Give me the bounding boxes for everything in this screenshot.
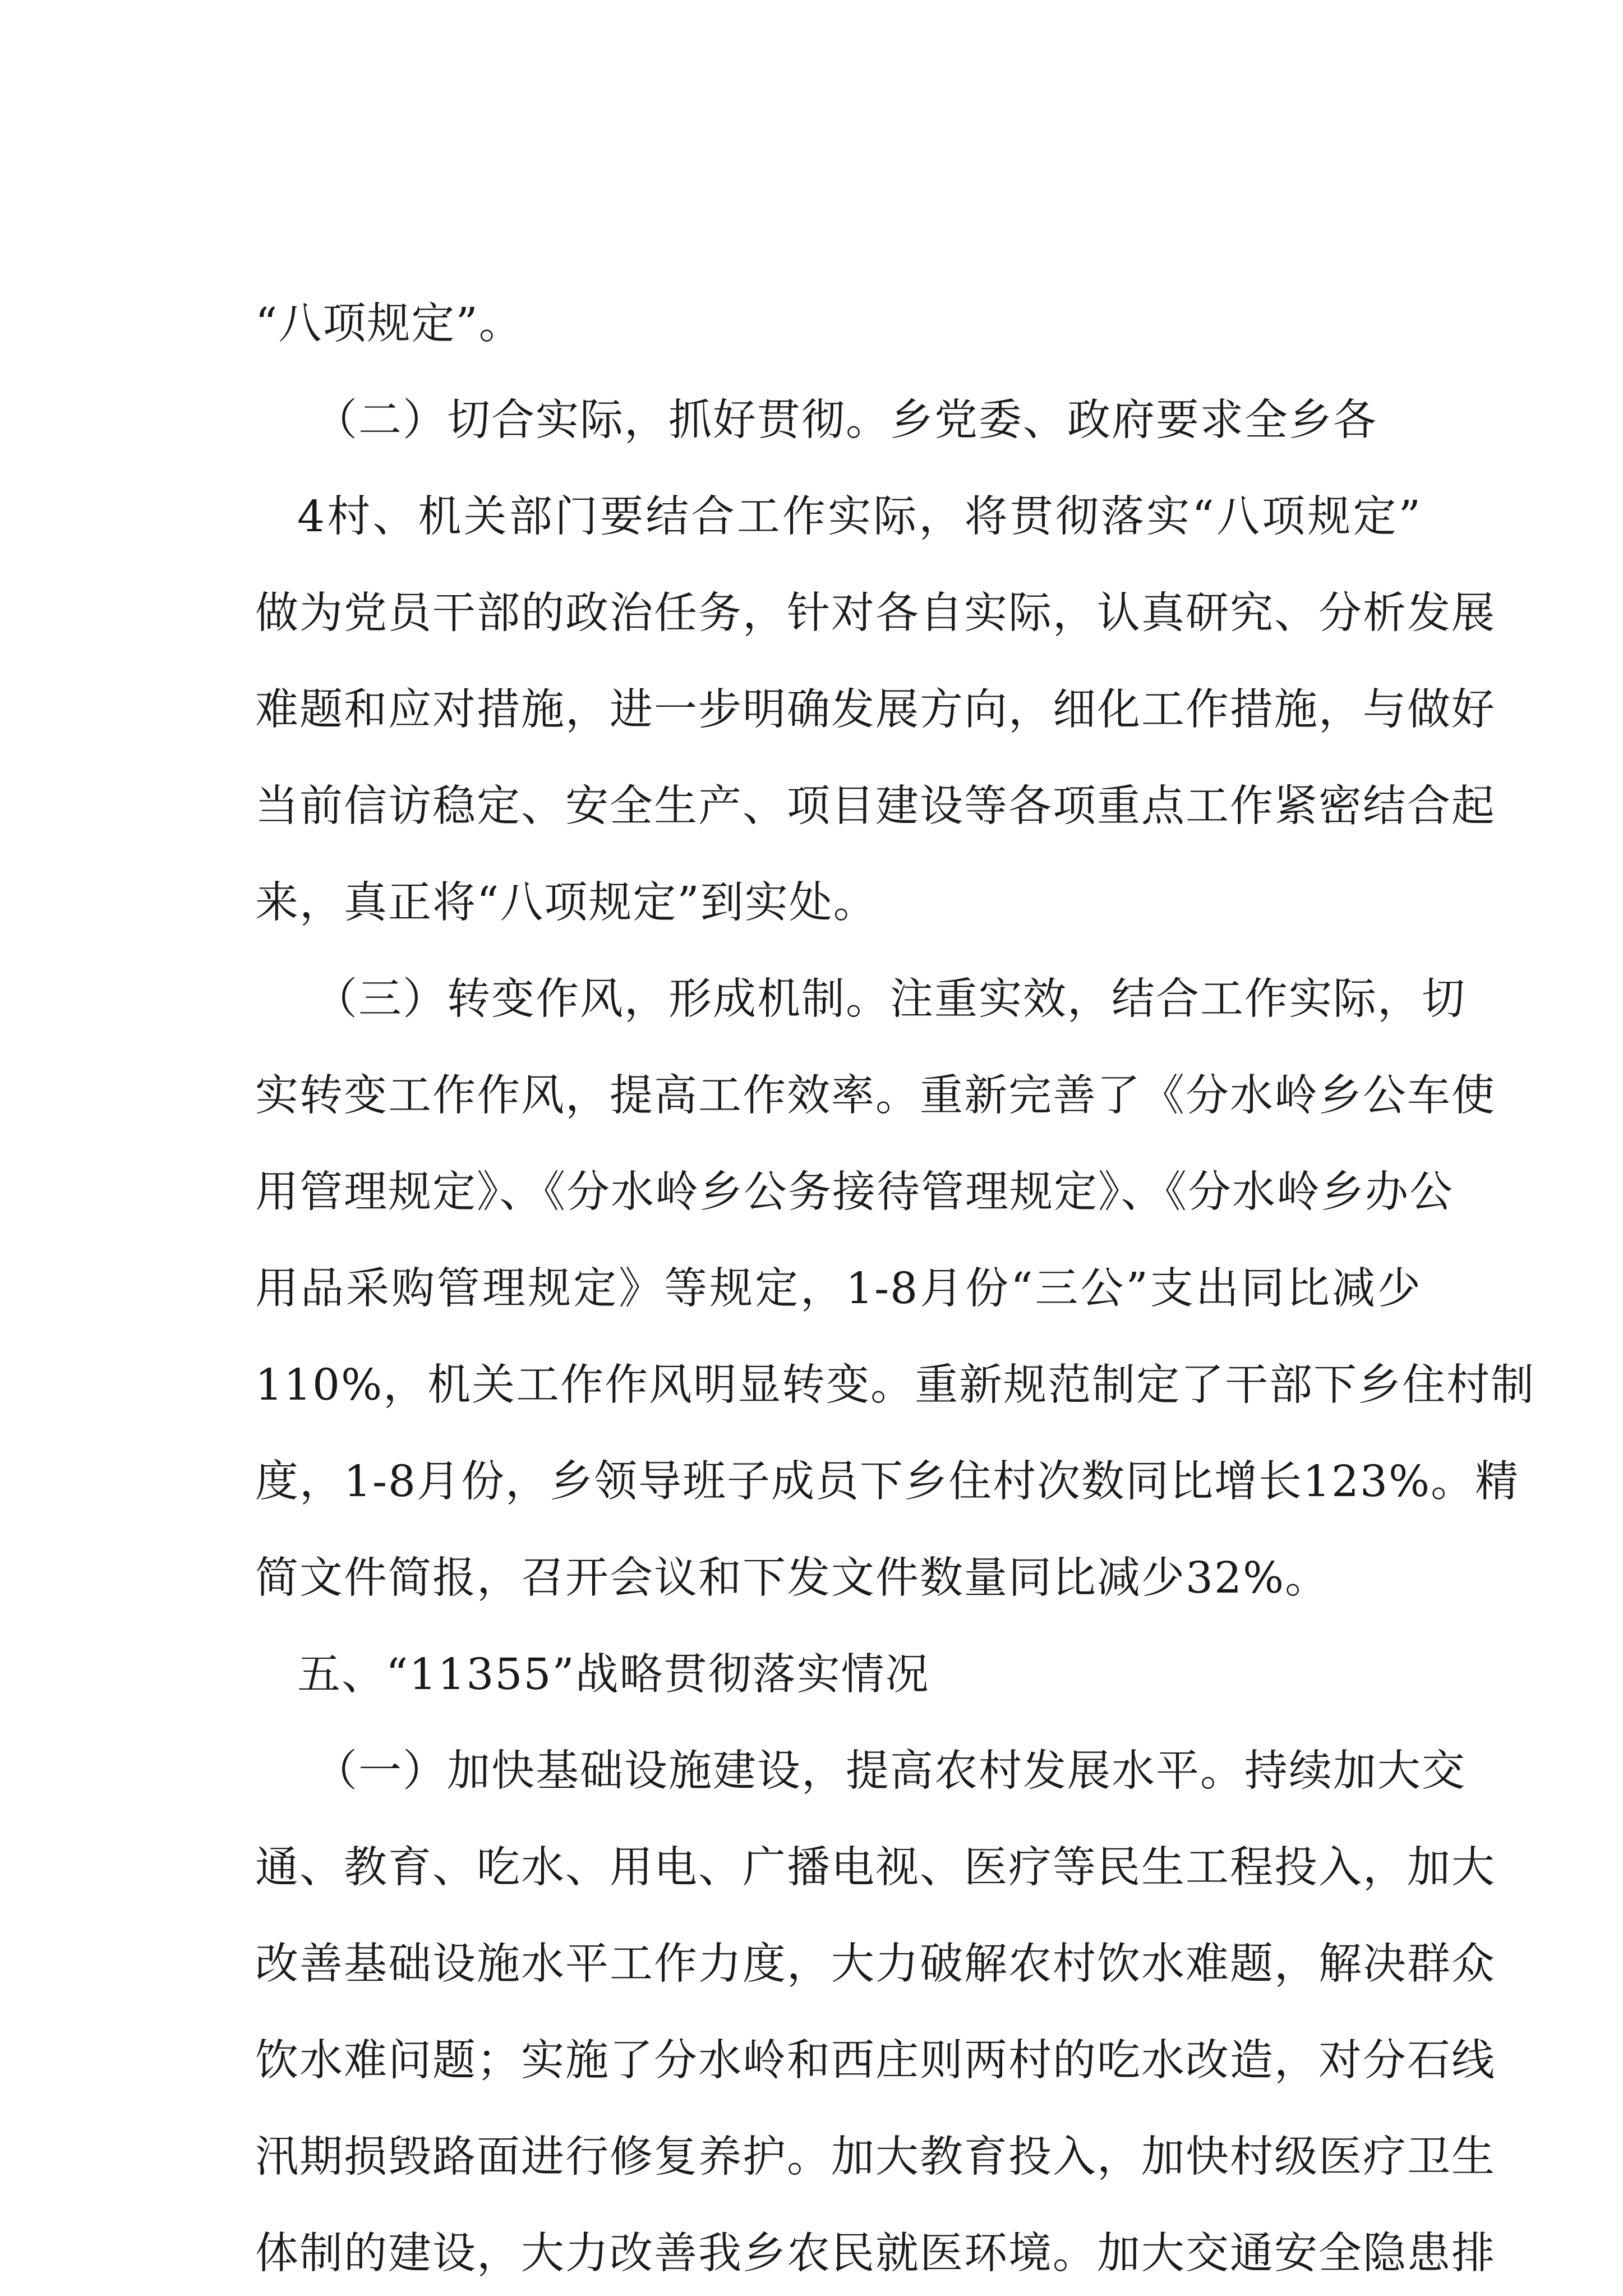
text-line-1: “八项规定”。 [255, 299, 523, 349]
text-line-12: 110%，机关工作作风明显转变。重新规范制定了干部下乡住村制 [255, 1360, 1536, 1410]
text-line-18: 改善基础设施水平工作力度，大力破解农村饮水难题，解决群众 [255, 1939, 1496, 1989]
text-line-4: 做为党员干部的政治任务，针对各自实际，认真研究、分析发展 [255, 588, 1496, 638]
text-line-8: （三）转变作风，形成机制。注重实效，结合工作实际，切 [314, 974, 1466, 1024]
text-line-17: 通、教育、吃水、用电、广播电视、医疗等民生工程投入，加大 [255, 1843, 1496, 1893]
text-line-20: 汛期损毁路面进行修复养护。加大教育投入，加快村级医疗卫生 [255, 2132, 1496, 2182]
text-line-11: 用品采购管理规定》等规定，1-8月份“三公”支出同比减少 [255, 1264, 1422, 1314]
text-line-21: 体制的建设，大力改善我乡农民就医环境。加大交通安全隐患排 [255, 2229, 1496, 2279]
text-line-10: 用管理规定》、《分水岭乡公务接待管理规定》、《分水岭乡办公 [255, 1167, 1454, 1217]
text-line-6: 当前信访稳定、安全生产、项目建设等各项重点工作紧密结合起 [255, 781, 1496, 831]
text-line-5: 难题和应对措施，进一步明确发展方向，细化工作措施，与做好 [255, 685, 1496, 735]
text-line-16: （一）加快基础设施建设，提高农村发展水平。持续加大交 [314, 1746, 1466, 1796]
text-line-3: 4村、机关部门要结合工作实际，将贯彻落实“八项规定” [297, 492, 1422, 542]
text-line-13: 度，1-8月份，乡领导班子成员下乡住村次数同比增长123%。精 [255, 1457, 1520, 1507]
text-line-14: 简文件简报，召开会议和下发文件数量同比减少32%。 [255, 1553, 1330, 1603]
text-line-2: （二）切合实际，抓好贯彻。乡党委、政府要求全乡各 [314, 395, 1377, 445]
section-heading: 五、“11355”战略贯彻落实情况 [297, 1650, 930, 1700]
text-line-7: 来，真正将“八项规定”到实处。 [255, 878, 878, 928]
text-line-19: 饮水难问题；实施了分水岭和西庄则两村的吃水改造，对分石线 [255, 2036, 1496, 2086]
text-line-9: 实转变工作作风，提高工作效率。重新完善了《分水岭乡公车使 [255, 1071, 1496, 1121]
